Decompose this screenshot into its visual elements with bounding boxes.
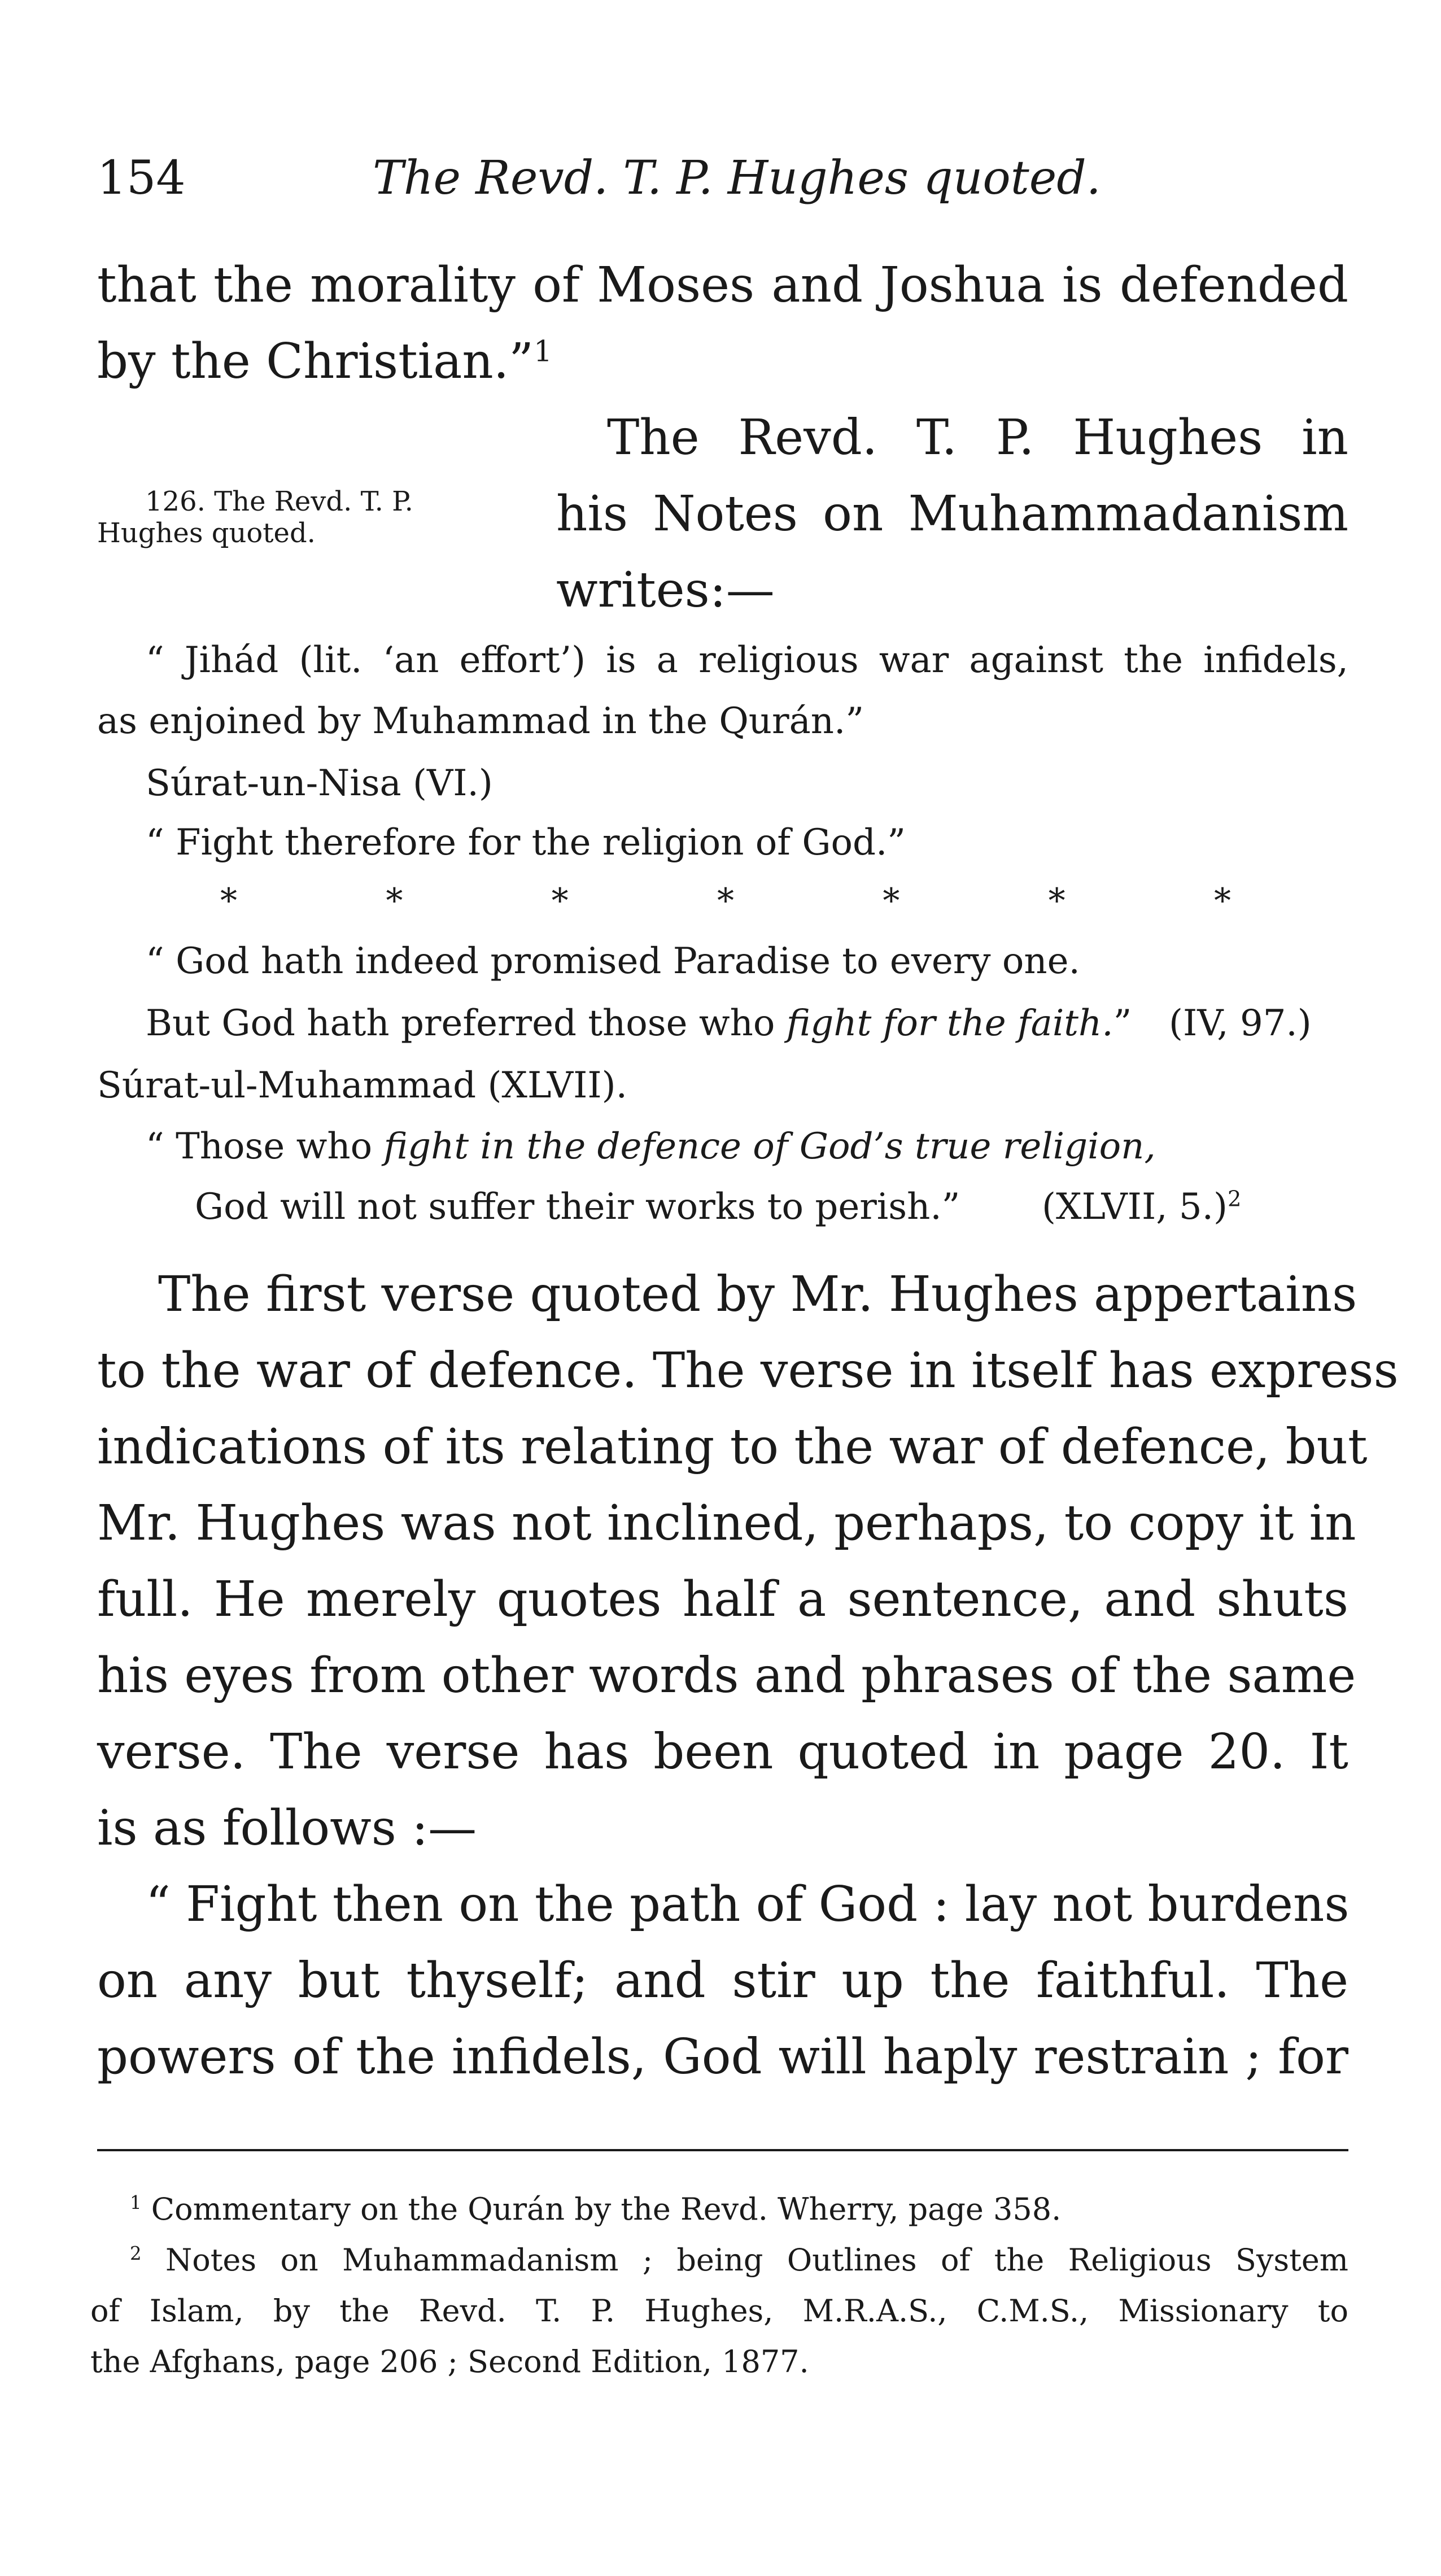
running-head: The Revd. T. P. Hughes quoted.: [373, 151, 1101, 205]
star: *: [883, 881, 900, 921]
quote-text: “ Those who: [146, 1126, 384, 1167]
footnote-ref: 1: [534, 334, 552, 369]
body-line: full. He merely quotes half a sentence, and shuts: [97, 1571, 1348, 1628]
quote-text: But God hath preferred those who: [146, 1002, 787, 1044]
body-line: on any but thyself; and stir up the faithful. The: [97, 1952, 1348, 2009]
body-line: The Revd. T. P. Hughes in: [607, 409, 1348, 466]
body-line: is as follows :—: [97, 1800, 477, 1856]
star: *: [717, 881, 734, 921]
verse-reference: (IV, 97.): [1169, 1002, 1312, 1044]
body-line: that the morality of Moses and Joshua is defended: [97, 257, 1348, 313]
verse-reference-text: (XLVII, 5.): [1042, 1186, 1228, 1228]
quote-line: God will not suffer their works to perish.”: [195, 1186, 960, 1228]
body-line: his eyes from other words and phrases of the same: [97, 1647, 1356, 1704]
quote-line: Súrat-un-Nisa (VI.): [146, 762, 493, 804]
quote-line: “ God hath indeed promised Paradise to every one.: [146, 940, 1080, 982]
ellipsis-stars: [220, 881, 1231, 921]
body-line: powers of the infidels, God will haply restrain ; for: [97, 2029, 1348, 2085]
margin-note-line: 126. The Revd. T. P.: [145, 486, 413, 517]
quote-line: [146, 1126, 1156, 1167]
body-line: verse. The verse has been quoted in page 20. It: [97, 1724, 1348, 1780]
quote-emphasis: fight in the defence of God’s true religion,: [383, 1126, 1156, 1167]
footnote-line: of Islam, by the Revd. T. P. Hughes, M.R.A.S., C.M.S., Missionary to: [90, 2293, 1348, 2329]
quote-line: as enjoined by Muhammad in the Qurán.”: [97, 700, 864, 742]
quote-text: ”: [1113, 1002, 1132, 1044]
body-line-text: by the Christian.”: [97, 333, 534, 390]
quote-line: “ Fight therefore for the religion of God.”: [146, 822, 906, 864]
footnote: [130, 2191, 1061, 2227]
star: *: [1048, 881, 1066, 921]
quote-line: Súrat-ul-Muhammad (XLVII).: [97, 1065, 627, 1106]
footnote-text: Commentary on the Qurán by the Revd. Wherry, page 358.: [151, 2191, 1062, 2227]
footnote-rule: [97, 2149, 1348, 2151]
footnote-text: Notes on Muhammadanism ; being Outlines of the Religious System: [165, 2242, 1348, 2278]
margin-note-line: Hughes quoted.: [97, 517, 316, 549]
verse-reference: [1042, 1186, 1241, 1228]
star: *: [386, 881, 403, 921]
quote-line: “ Jihád (lit. ‘an effort’) is a religious war against the infidels,: [146, 639, 1348, 681]
footnote-mark: 1: [130, 2192, 142, 2213]
star: *: [1213, 881, 1231, 921]
page-number: 154: [97, 151, 186, 205]
body-line: his Notes on Muhammadanism: [556, 486, 1348, 542]
footnote-mark: 2: [130, 2243, 142, 2264]
body-line: Mr. Hughes was not inclined, perhaps, to copy it in: [97, 1495, 1356, 1551]
footnote: [130, 2242, 1348, 2278]
quote-line: [146, 1002, 1132, 1044]
star: *: [551, 881, 569, 921]
body-line: to the war of defence. The verse in itself has express: [97, 1343, 1399, 1399]
quote-emphasis: fight for the faith.: [786, 1002, 1114, 1044]
body-line: “ Fight then on the path of God : lay not burdens: [146, 1876, 1350, 1933]
margin-note: [97, 486, 413, 549]
body-line: indications of its relating to the war of defence, but: [97, 1419, 1368, 1475]
body-line: writes:—: [556, 562, 775, 618]
footnote-ref: 2: [1227, 1186, 1242, 1212]
body-line: [97, 333, 552, 390]
footnote-line: the Afghans, page 206 ; Second Edition, 1877.: [90, 2344, 809, 2379]
body-line: The first verse quoted by Mr. Hughes appertains: [158, 1266, 1357, 1323]
star: *: [220, 881, 237, 921]
